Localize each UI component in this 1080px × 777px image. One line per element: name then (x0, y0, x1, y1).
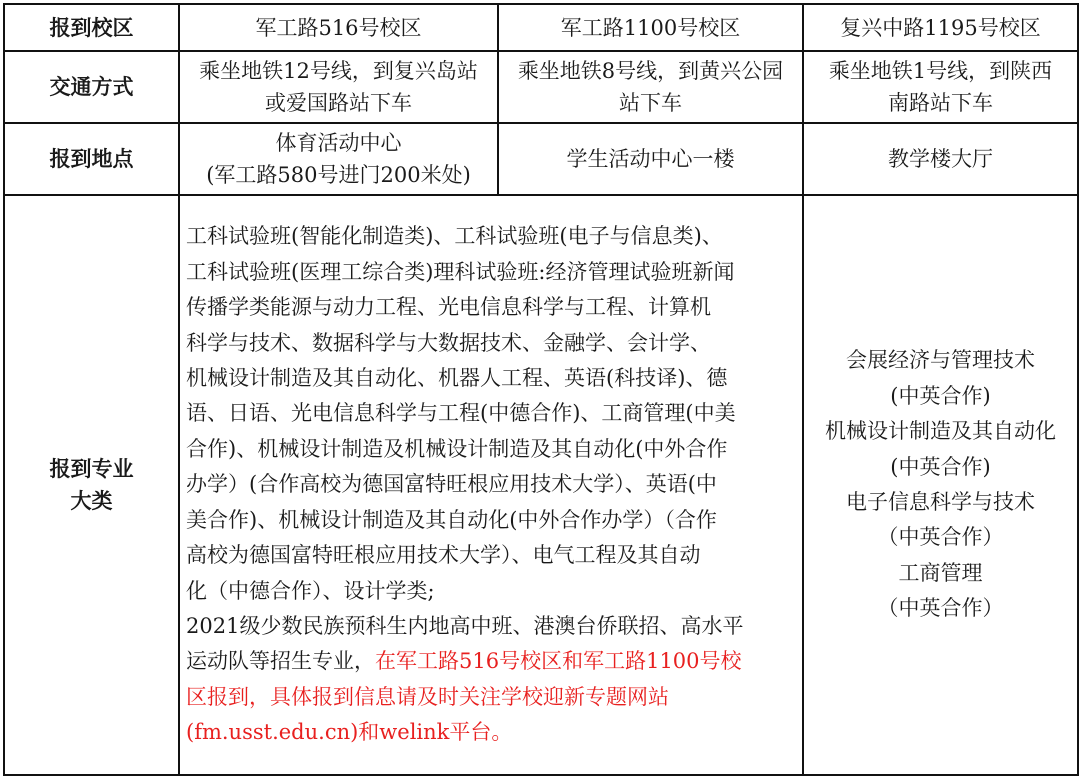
row-campus (4, 4, 1078, 51)
majors-line: 2021级少数民族预科生内地高中班、港澳台侨联招、高水平 (186, 613, 744, 638)
registration-notice-red: 在军工路516号校区和军工路1100号校 (375, 649, 742, 674)
row-location (4, 123, 1078, 195)
majors-line: 工科试验班(医理工综合类)理科试验班:经济管理试验班新闻 (186, 259, 735, 284)
campus-jungonglu-516: 军工路516号校区 (179, 4, 498, 51)
transport-516-line1: 乘坐地铁12号线，到复兴岛站 (199, 59, 478, 83)
campus-fuxingzhonglu-1195: 复兴中路1195号校区 (803, 4, 1078, 51)
major-item: 会展经济与管理技术 (846, 348, 1035, 373)
transport-1195 (803, 51, 1078, 123)
location-1100: 学生活动中心一楼 (498, 123, 803, 195)
location-516-line1: 体育活动中心 (275, 131, 402, 155)
location-516 (179, 123, 498, 195)
majors-jungonglu-campuses (179, 195, 803, 775)
label-campus: 报到校区 (4, 4, 179, 51)
label-transport: 交通方式 (4, 51, 179, 123)
majors-line: 传播学类能源与动力工程、光电信息科学与工程、计算机 (186, 295, 711, 320)
label-majors-line2: 大类 (70, 489, 113, 513)
transport-516-line2: 或爱国路站下车 (265, 91, 412, 115)
location-1195: 教学楼大厅 (803, 123, 1078, 195)
transport-1195-line2: 南路站下车 (888, 91, 993, 115)
label-majors-line1: 报到专业 (49, 457, 134, 481)
registration-notice-red-line: (fm.usst.edu.cn)和welink平台。 (186, 720, 513, 745)
major-item: 工商管理 (898, 560, 983, 585)
majors-line: 科学与技术、数据科学与大数据技术、金融学、会计学、 (186, 330, 711, 355)
majors-mixed-line (186, 644, 796, 679)
transport-1100 (498, 51, 803, 123)
row-majors (4, 195, 1078, 775)
transport-1195-line1: 乘坐地铁1号线，到陕西 (828, 59, 1053, 83)
majors-fuxing-campus (803, 195, 1078, 775)
major-note: （中英合作） (877, 596, 1004, 621)
registration-table (3, 3, 1079, 776)
majors-line: 美合作)、机械设计制造及其自动化(中外合作办学）（合作 (186, 507, 717, 532)
major-item: 电子信息科学与技术 (846, 490, 1035, 514)
transport-1100-line1: 乘坐地铁8号线，到黄兴公园 (517, 59, 784, 83)
major-note: (中英合作) (890, 454, 991, 479)
majors-line: 语、日语、光电信息科学与工程(中德合作)、工商管理(中美 (186, 401, 736, 426)
row-transport (4, 51, 1078, 123)
major-note: （中英合作） (877, 525, 1004, 550)
majors-line: 办学）(合作高校为德国富特旺根应用技术大学）、英语(中 (186, 472, 717, 497)
transport-1100-line2: 站下车 (619, 91, 682, 115)
registration-notice-red-line: 区报到，具体报到信息请及时关注学校迎新专题网站 (186, 684, 669, 709)
location-516-line2: (军工路580号进门200米处) (206, 163, 471, 187)
majors-line: 合作)、机械设计制造及机械设计制造及其自动化(中外合作 (186, 436, 728, 461)
major-item: 机械设计制造及其自动化 (825, 419, 1056, 444)
majors-line: 工科试验班(智能化制造类)、工科试验班(电子与信息类)、 (186, 224, 723, 249)
label-majors (4, 195, 179, 775)
majors-line: 高校为德国富特旺根应用技术大学）、电气工程及其自动 (186, 543, 701, 568)
majors-line: 机械设计制造及其自动化、机器人工程、英语(科技译)、德 (186, 366, 728, 391)
majors-mixed-black: 运动队等招生专业， (186, 649, 375, 674)
majors-line: 化（中德合作）、设计学类; (186, 578, 435, 603)
transport-516 (179, 51, 498, 123)
label-location: 报到地点 (4, 123, 179, 195)
major-note: (中英合作) (890, 383, 991, 408)
campus-jungonglu-1100: 军工路1100号校区 (498, 4, 803, 51)
